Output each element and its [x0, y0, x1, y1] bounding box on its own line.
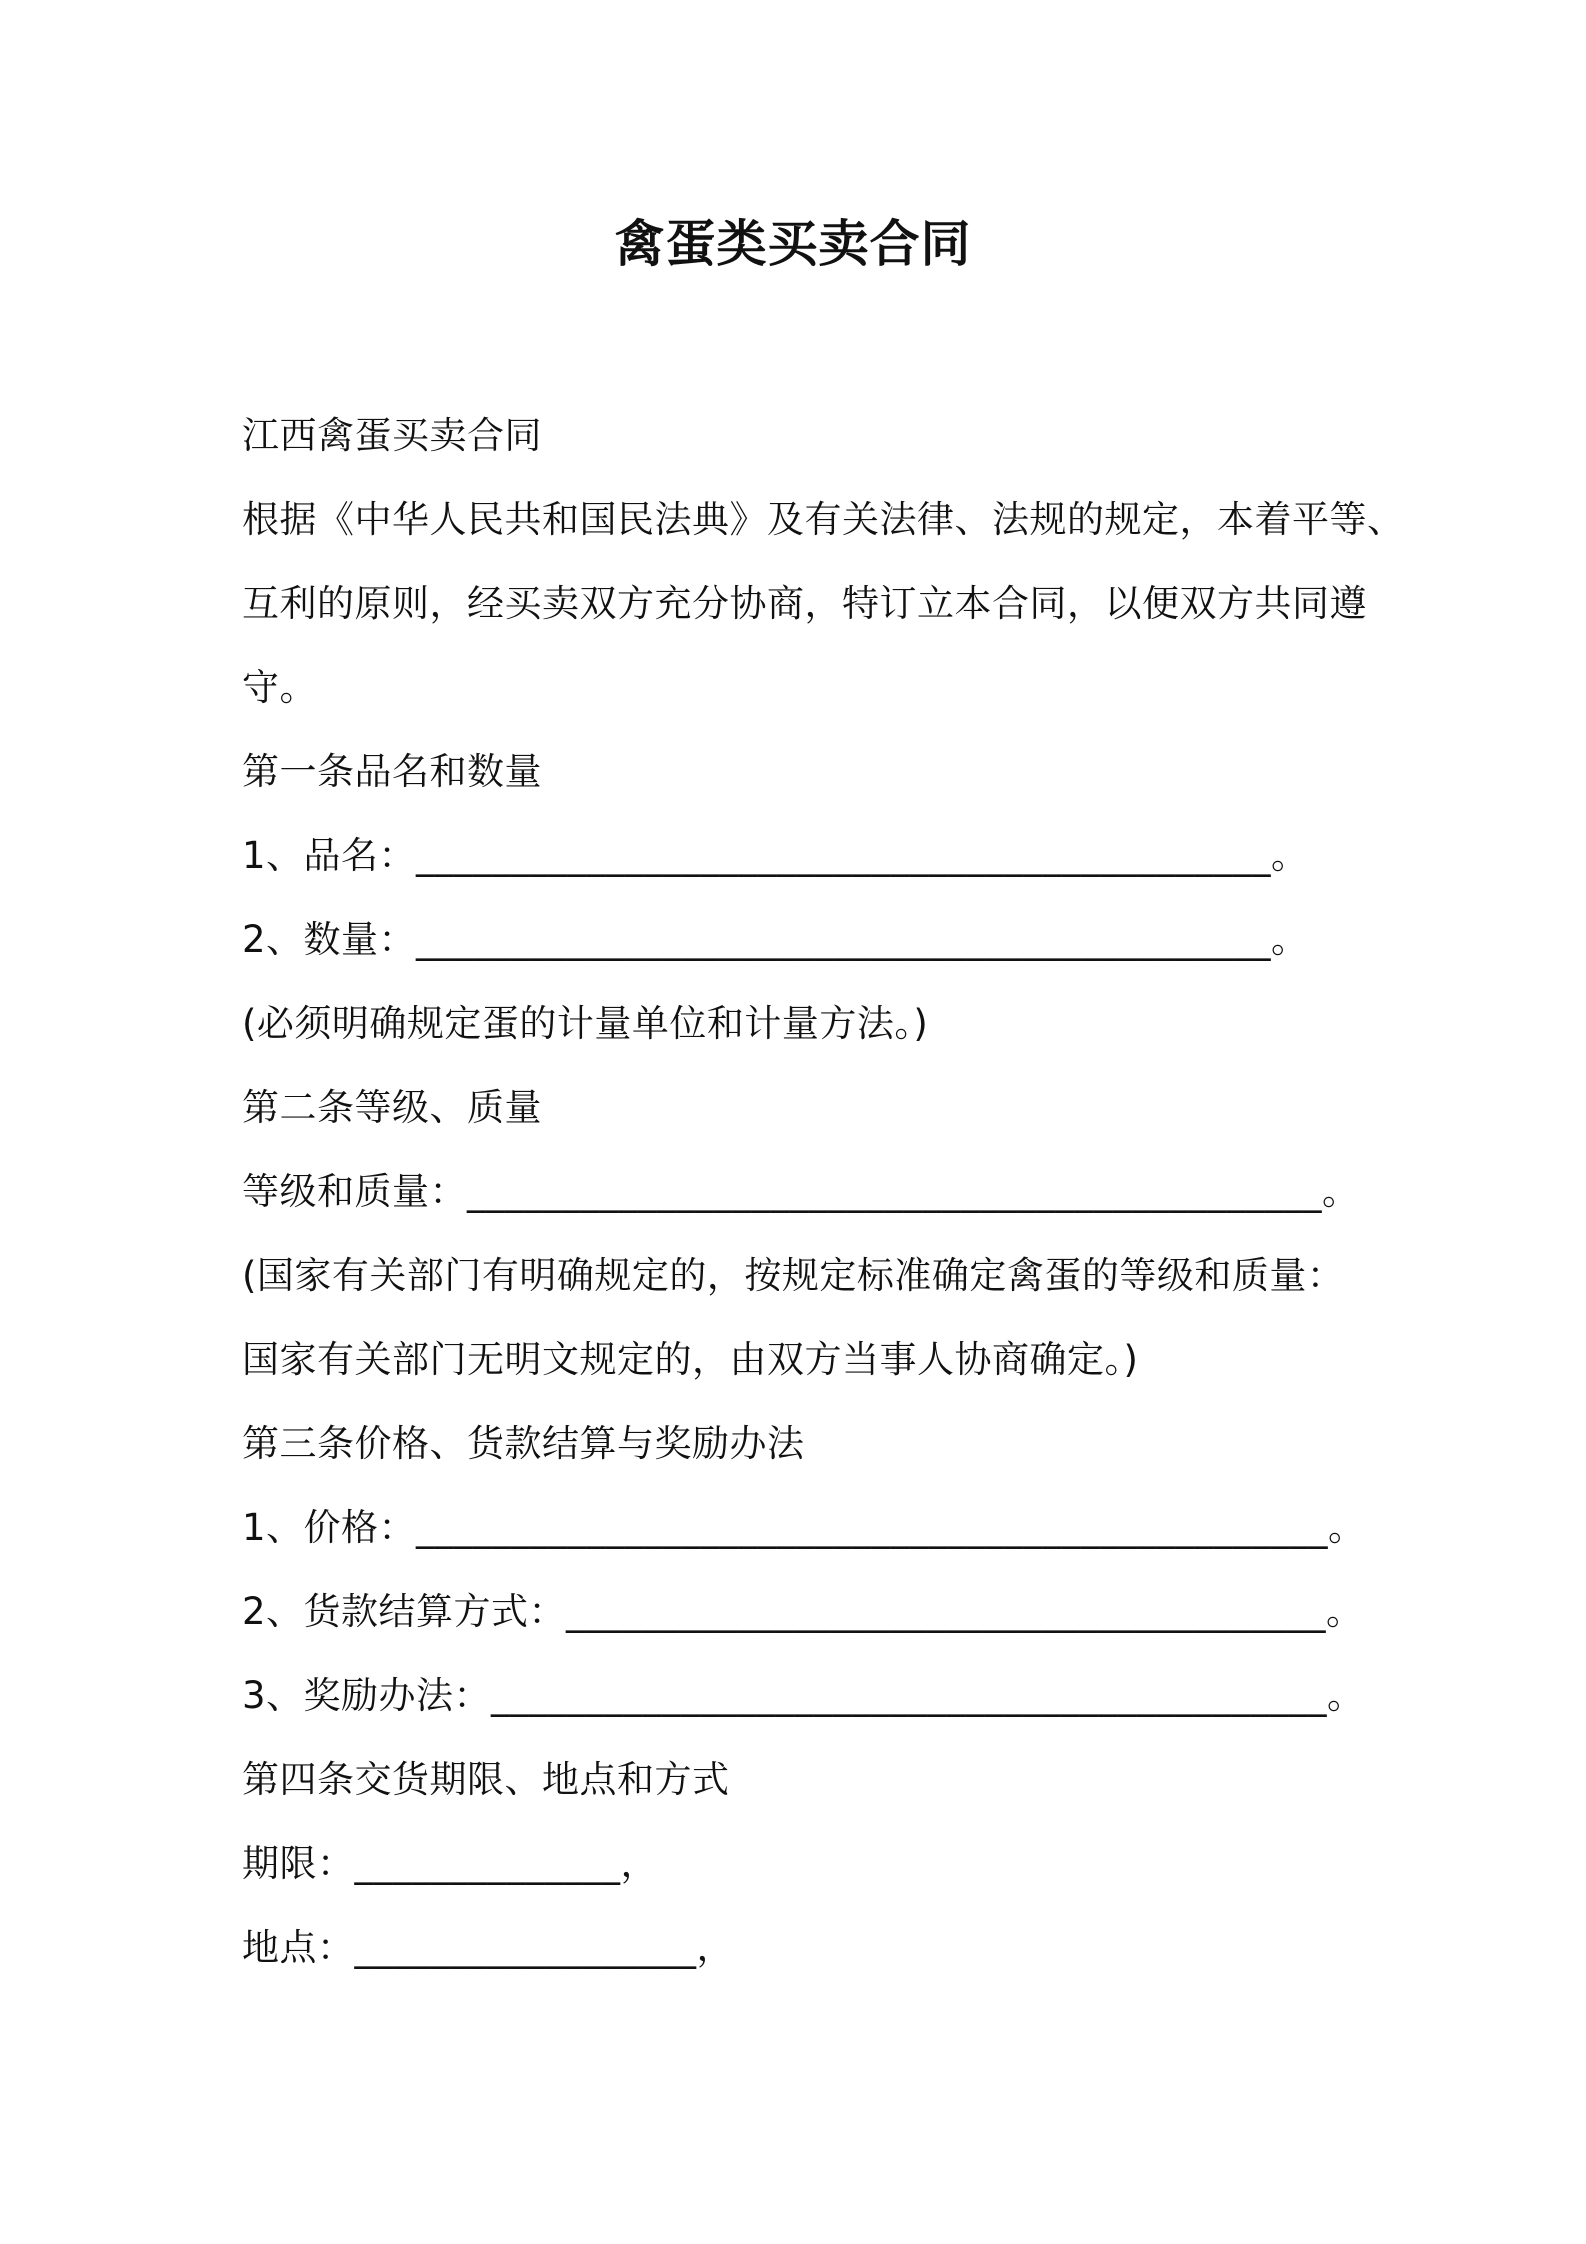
field-reward-method: 3、奖励办法：____________________________________________。: [242, 1674, 1365, 1717]
field-payment-method: 2、货款结算方式：________________________________________。: [242, 1590, 1364, 1633]
contract-subtitle: 江西禽蛋买卖合同: [242, 414, 542, 457]
field-price: 1、价格：________________________________________________。: [242, 1506, 1366, 1549]
article-1-heading: 第一条品名和数量: [242, 750, 542, 793]
note-grade-line-2: 国家有关部门无明文规定的，由双方当事人协商确定。): [242, 1338, 1139, 1381]
field-quantity: 2、数量：_____________________________________________。: [242, 918, 1309, 961]
note-grade-line-1: (国家有关部门有明确规定的，按规定标准确定禽蛋的等级和质量：: [242, 1254, 1345, 1297]
preamble-line-3: 守。: [242, 666, 317, 709]
article-4-heading: 第四条交货期限、地点和方式: [242, 1758, 730, 1801]
preamble-line-1: 根据《中华人民共和国民法典》及有关法律、法规的规定，本着平等、: [242, 498, 1405, 541]
article-3-heading: 第三条价格、货款结算与奖励办法: [242, 1422, 805, 1465]
field-delivery-deadline: 期限：______________，: [242, 1842, 658, 1885]
field-product-name: 1、品名：_____________________________________________。: [242, 834, 1309, 877]
article-2-heading: 第二条等级、质量: [242, 1086, 542, 1129]
field-delivery-location: 地点：__________________，: [242, 1926, 734, 1969]
note-measurement: (必须明确规定蛋的计量单位和计量方法。): [242, 1002, 929, 1045]
preamble-line-2: 互利的原则，经买卖双方充分协商，特订立本合同，以便双方共同遵: [242, 582, 1367, 625]
field-grade-quality: 等级和质量：_____________________________________________。: [242, 1170, 1360, 1213]
document-title: 禽蛋类买卖合同: [614, 215, 972, 273]
